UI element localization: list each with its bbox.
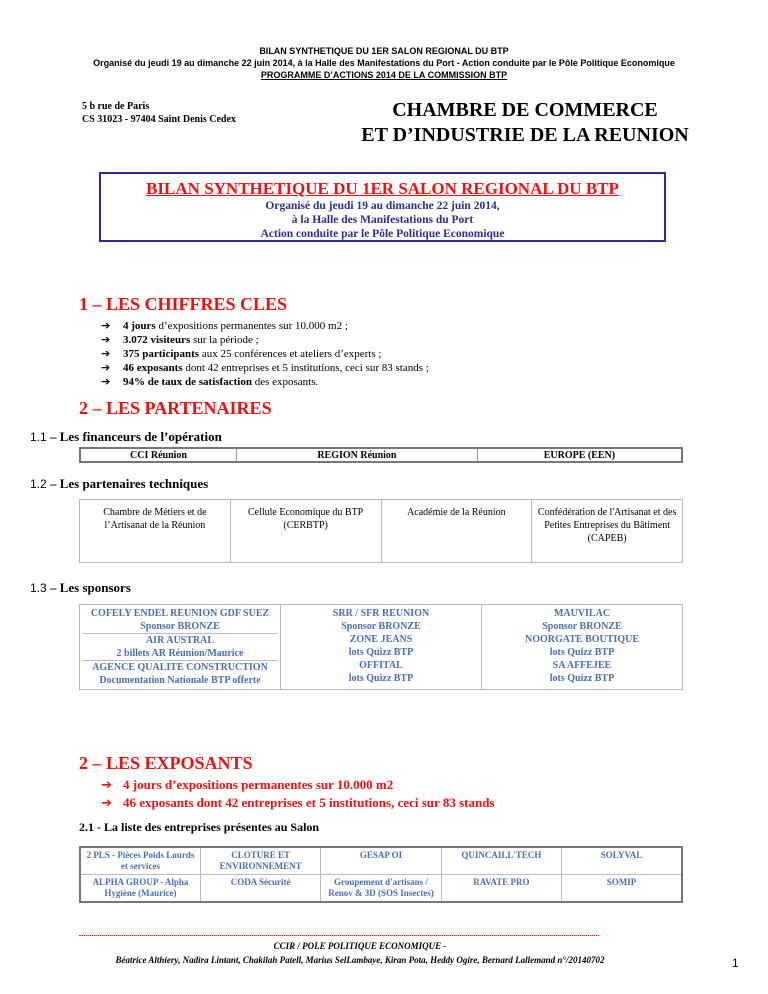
subsection-sponsors-heading: 1.3 – Les sponsors (30, 580, 131, 595)
table-cell: REGION Réunion (237, 448, 478, 462)
table-cell: EUROPE (EEN) (477, 448, 682, 462)
table-cell: Groupement d'artisans / Renov & 3D (SOS Insectes) (321, 875, 441, 903)
running-header-line2: Organisé du jeudi 19 au dimanche 22 juin 2014, à la Halle des Manifestations du Port - Action conduite par le Pôle Politique Economique (93, 58, 675, 68)
sponsor-name: NOORGATE BOUTIQUE (525, 634, 639, 645)
arrow-right-icon: ➔ (101, 347, 111, 360)
arrow-right-icon: ➔ (101, 333, 111, 346)
list-item: ➔ 3.072 visiteurs sur la période ; (101, 333, 259, 346)
table-row (80, 847, 682, 875)
list-item: ➔ 46 exposants dont 42 entreprises et 5 institutions, ceci sur 83 stands (101, 795, 495, 811)
arrow-right-icon: ➔ (101, 796, 112, 811)
section-exposants-heading: 2 – LES EXPOSANTS (79, 753, 253, 773)
running-header-line1: BILAN SYNTHETIQUE DU 1ER SALON REGIONAL DU BTP (259, 46, 509, 56)
sponsor-detail: Sponsor BRONZE (140, 621, 220, 632)
table-cell (281, 605, 482, 690)
address-line2: CS 31023 - 97404 Saint Denis Cedex (82, 114, 236, 125)
document-title: BILAN SYNTHETIQUE DU 1ER SALON REGIONAL DU BTP (146, 179, 619, 198)
table-cell (482, 605, 683, 690)
table-cell: SOMIP (562, 875, 682, 903)
organization-line1: CHAMBRE DE COMMERCE (392, 99, 658, 121)
arrow-right-icon: ➔ (101, 319, 111, 332)
arrow-right-icon: ➔ (101, 375, 111, 388)
subsection-entreprises-heading: 2.1 - La liste des entreprises présentes au Salon (79, 820, 320, 834)
subsection-partenaires-techniques-heading: 1.2 – Les partenaires techniques (30, 476, 209, 491)
sponsor-name: ZONE JEANS (349, 634, 413, 645)
footer-divider (79, 935, 599, 936)
sponsor-detail: lots Quizz BTP (348, 647, 414, 658)
sponsor-detail: lots Quizz BTP (549, 647, 615, 658)
key-figures-list (101, 319, 429, 389)
list-item: ➔ 46 exposants dont 42 entreprises et 5 institutions, ceci sur 83 stands ; (101, 361, 429, 374)
table-row (80, 875, 682, 903)
title-line2: à la Halle des Manifestations du Port (291, 214, 474, 226)
page-number: 1 (732, 956, 739, 970)
sponsor-detail: 2 billets AR Réunion/Maurice (116, 648, 244, 659)
address-line1: 5 b rue de Paris (82, 101, 150, 112)
sponsor-detail: Sponsor BRONZE (341, 621, 421, 632)
organization-line2: ET D’INDUSTRIE DE LA REUNION (361, 124, 689, 146)
table-cell: Chambre de Métiers et de l’Artisanat de la Réunion (80, 500, 231, 563)
table-cell: QUINCAILL'TECH (441, 847, 561, 875)
entreprises-table (79, 846, 683, 903)
table-cell: CCI Réunion (80, 448, 237, 462)
table-cell: Académie de la Réunion (381, 500, 532, 563)
sponsor-name: SA AFFEJEE (552, 660, 612, 671)
section-partenaires-heading: 2 – LES PARTENAIRES (79, 398, 272, 418)
sponsor-detail: Documentation Nationale BTP offerte (99, 675, 261, 686)
title-box (99, 172, 666, 242)
sponsor-detail: lots Quizz BTP (549, 673, 615, 684)
table-row (80, 500, 683, 563)
section-chiffres-cles-heading: 1 – LES CHIFFRES CLES (79, 294, 288, 314)
sponsor-name: AGENCE QUALITE CONSTRUCTION (82, 660, 278, 674)
sponsor-detail: Sponsor BRONZE (542, 621, 622, 632)
sponsor-name: MAUVILAC (553, 608, 611, 619)
subsection-financeurs-heading: 1.1 – Les financeurs de l’opération (30, 429, 222, 444)
table-cell: 2 PLS - Pièces Poids Lourds et services (80, 847, 200, 875)
arrow-right-icon: ➔ (101, 778, 112, 793)
sponsors-table (79, 604, 683, 690)
table-cell: CODA Sécurité (200, 875, 320, 903)
organization-name (300, 98, 750, 148)
footer-line1: CCIR / POLE POLITIQUE ECONOMIQUE - (273, 941, 447, 951)
address-block (82, 100, 236, 126)
table-cell: Cellule Economique du BTP (CERBTP) (230, 500, 381, 563)
footer (0, 939, 720, 967)
sponsor-detail: lots Quizz BTP (348, 673, 414, 684)
sponsor-name: AIR AUSTRAL (82, 633, 278, 647)
title-line3: Action conduite par le Pôle Politique Economique (260, 228, 505, 240)
exposants-list (101, 776, 494, 812)
list-item: ➔ 4 jours d’expositions permanentes sur 10.000 m2 (101, 777, 394, 793)
table-cell: Confédération de l'Artisanat et des Petites Entreprises du Bâtiment (CAPEB) (532, 500, 683, 563)
table-row (80, 605, 683, 690)
table-cell: RAVATE PRO (441, 875, 561, 903)
table-cell: CLOTURE ET ENVIRONNEMENT (200, 847, 320, 875)
list-item: ➔ 375 participants aux 25 conférences et ateliers d’experts ; (101, 347, 382, 360)
list-item: ➔ 94% de taux de satisfaction des exposants. (101, 375, 319, 388)
sponsor-name: SRR / SFR REUNION (332, 608, 430, 619)
table-cell (80, 605, 281, 690)
table-cell: ALPHA GROUP - Alpha Hygiène (Maurice) (80, 875, 200, 903)
sponsor-name: COFELY ENDEL REUNION GDF SUEZ (90, 608, 270, 619)
running-header-line3: PROGRAMME D’ACTIONS 2014 DE LA COMMISSION BTP (260, 70, 508, 80)
partenaires-techniques-table (79, 499, 683, 563)
sponsor-name: OFFITAL (359, 660, 403, 671)
title-line1: Organisé du jeudi 19 au dimanche 22 juin 2014, (265, 200, 500, 212)
table-cell: GESAP OI (321, 847, 441, 875)
financeurs-table (79, 447, 683, 463)
list-item: ➔ 4 jours d’expositions permanentes sur 10.000 m2 ; (101, 319, 348, 332)
footer-line2: Béatrice Althiery, Nadira Lintant, Chakilah Patell, Marius SelLambaye, Kiran Pota, Heddy Ogire, Bernard Lallemand n°/20140702 (115, 955, 605, 965)
table-row (80, 448, 682, 462)
table-cell: SOLYVAL (562, 847, 682, 875)
arrow-right-icon: ➔ (101, 361, 111, 374)
